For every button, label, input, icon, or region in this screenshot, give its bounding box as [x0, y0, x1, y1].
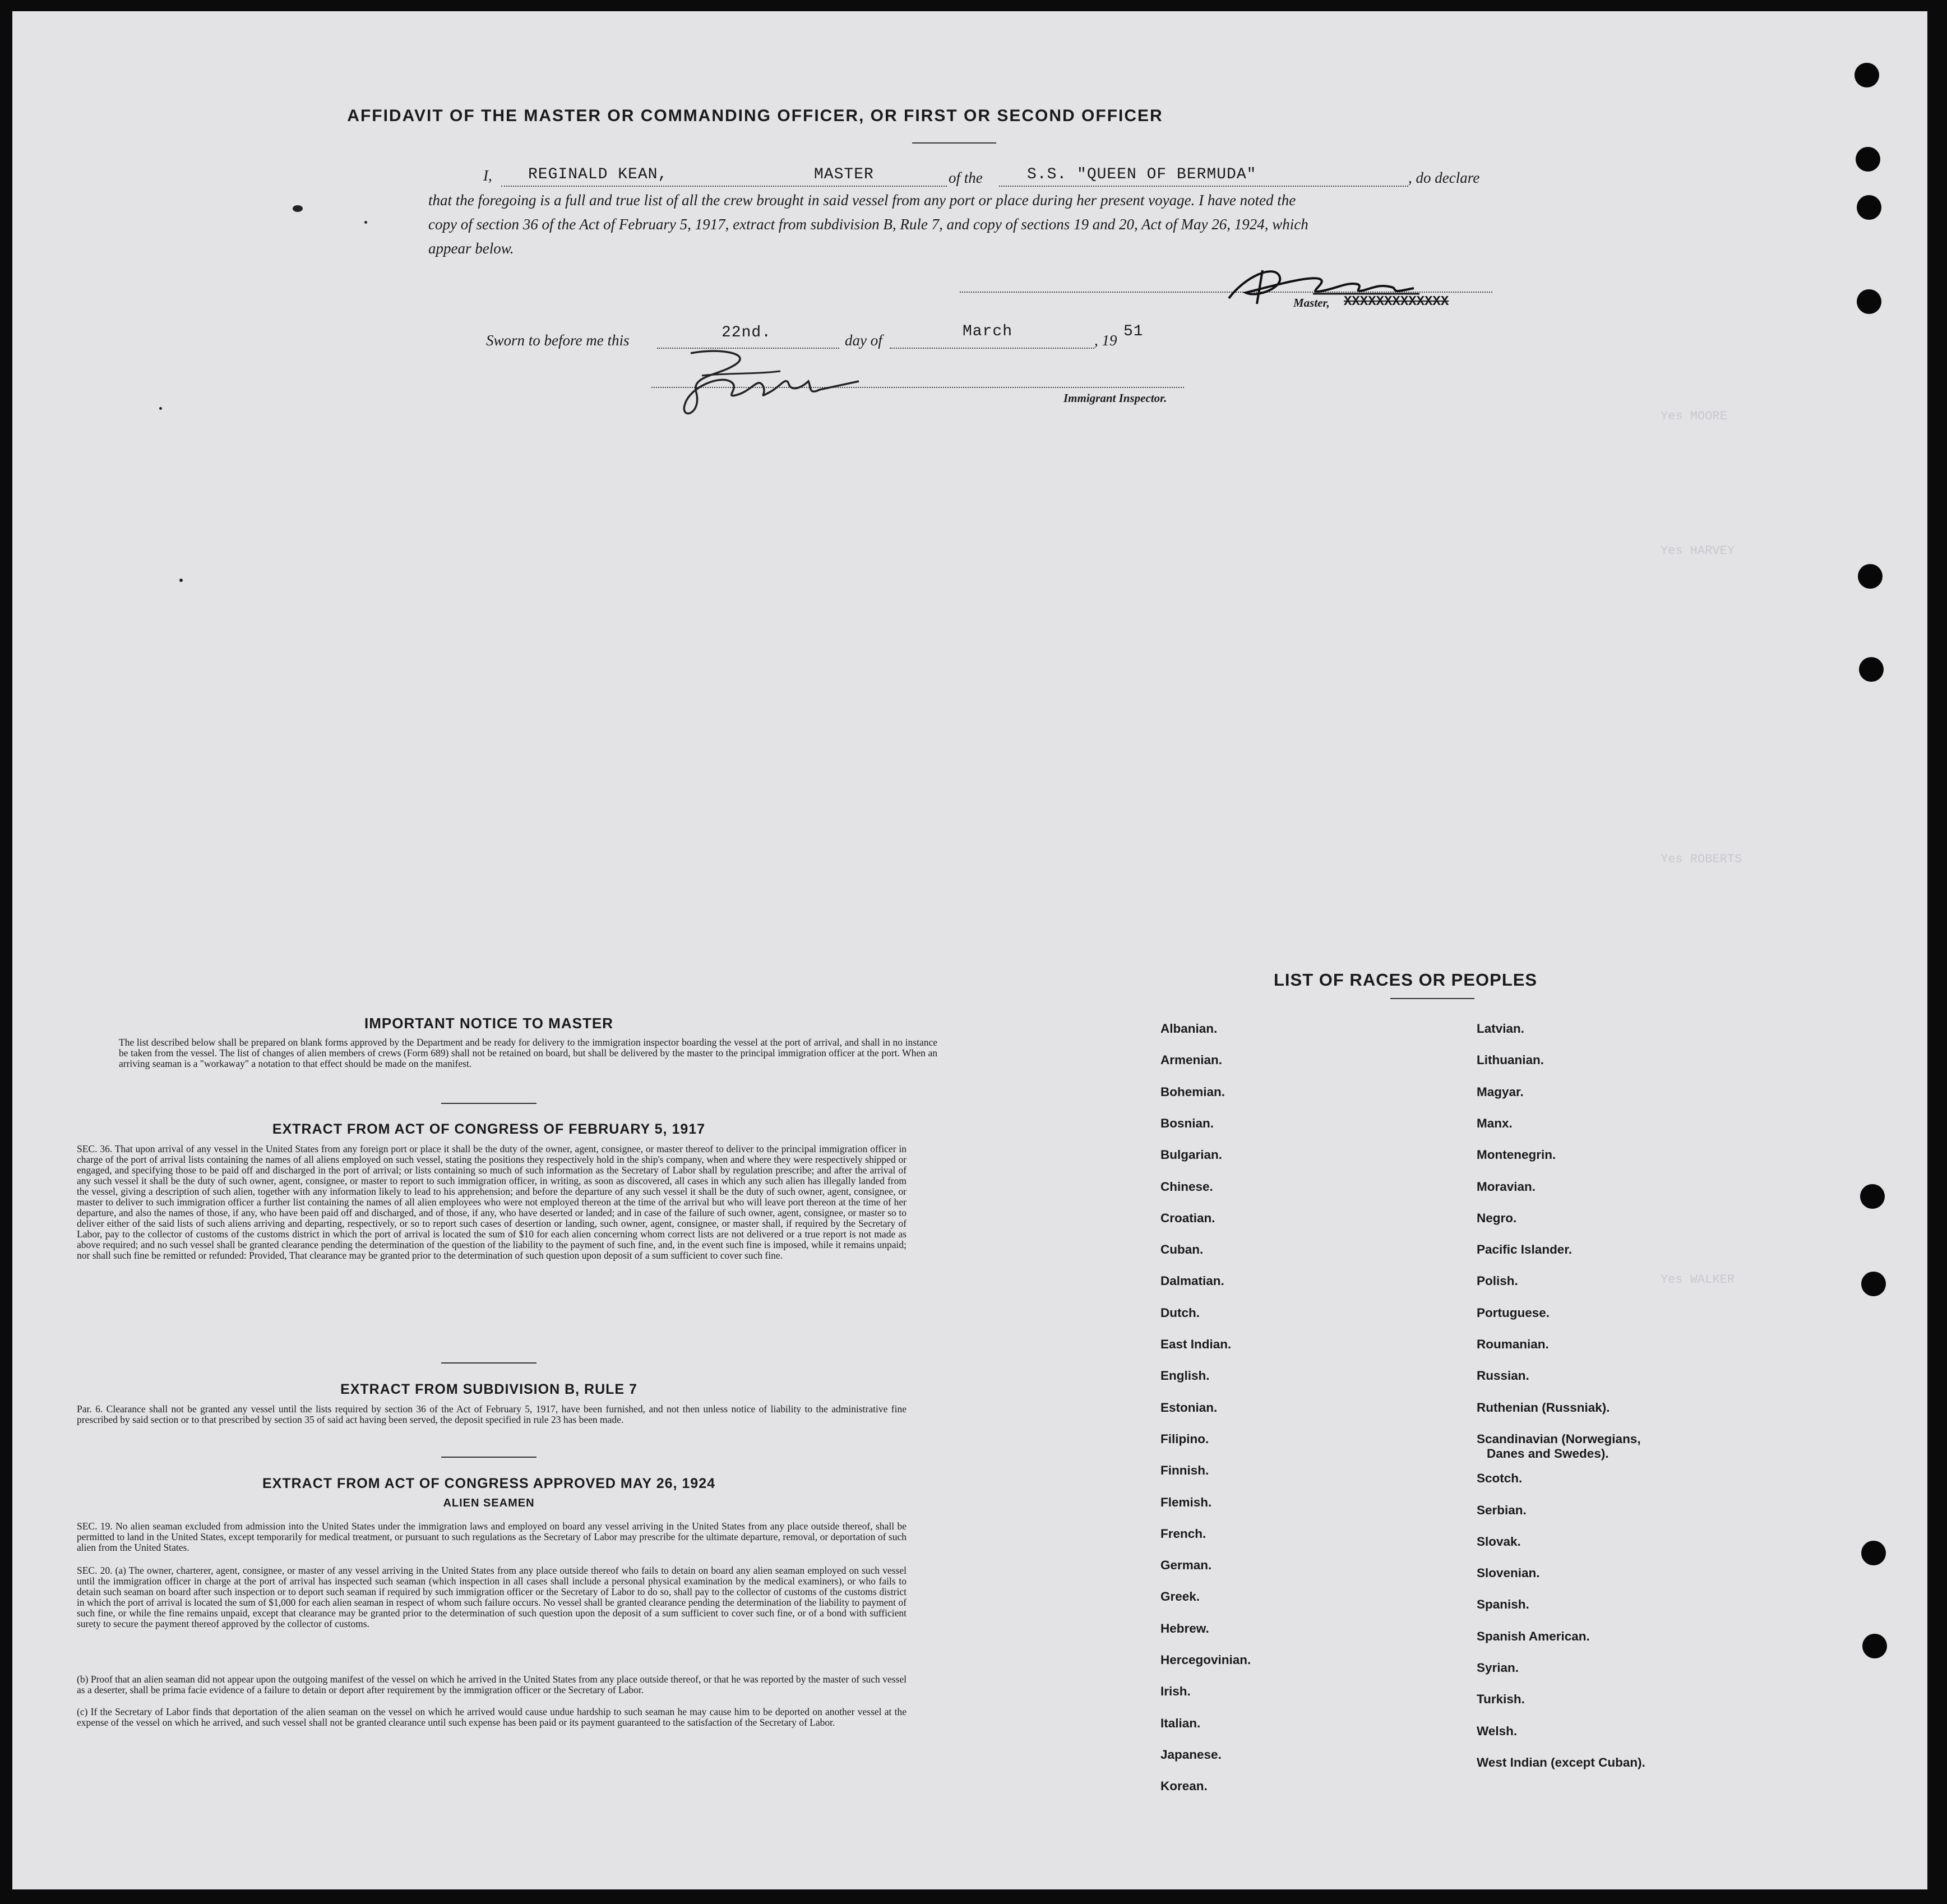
vessel-name: S.S. "QUEEN OF BERMUDA": [1027, 166, 1257, 183]
race-item: Russian.: [1477, 1369, 1529, 1383]
race-item: Dutch.: [1160, 1306, 1200, 1320]
sworn-month: March: [963, 323, 1013, 340]
race-item: Croatian.: [1160, 1211, 1215, 1225]
officer-rank: MASTER: [814, 166, 874, 183]
struck-title-text: XXXXXXXXXXXXX: [1344, 294, 1449, 309]
race-item: Chinese.: [1160, 1180, 1213, 1194]
notice-title: IMPORTANT NOTICE TO MASTER: [364, 1015, 613, 1032]
race-item: Roumanian.: [1477, 1337, 1549, 1351]
extract-1924-subtitle: ALIEN SEAMEN: [443, 1497, 535, 1509]
punch-hole: [1862, 1634, 1887, 1658]
punch-hole: [1857, 195, 1881, 220]
bleed-through-text: Yes HARVEY: [1661, 544, 1735, 558]
sworn-month-line: [890, 348, 1094, 349]
sworn-label: Sworn to before me this: [486, 332, 630, 349]
race-item: Pacific Islander.: [1477, 1242, 1573, 1256]
race-item: Ruthenian (Russniak).: [1477, 1401, 1610, 1415]
day-of-label: day of: [845, 332, 882, 349]
punch-hole: [1854, 63, 1879, 87]
race-item: German.: [1160, 1558, 1212, 1572]
race-item: Magyar.: [1477, 1085, 1524, 1099]
race-item: English.: [1160, 1369, 1210, 1383]
ink-speck: [179, 579, 183, 582]
extract-1924-title: EXTRACT FROM ACT OF CONGRESS APPROVED MAY 26, 1924: [262, 1476, 716, 1491]
year-prefix: , 19: [1094, 332, 1117, 349]
race-item: Slovenian.: [1477, 1566, 1540, 1580]
race-item: Turkish.: [1477, 1692, 1525, 1706]
section-separator: [441, 1457, 537, 1458]
extract-1924-sec19: SEC. 19. No alien seaman excluded from admission into the United States under the immigration laws and employed on board any vessel arriving in the United States from any place outside thereof, shall be permitted to land in the United States, except temporarily for medical treatment, or pursuant to such regulations as the Secretary of Labor may prescribe for the ultimate departure, removal, or deportation of such alien from the United States.: [77, 1521, 907, 1553]
race-item-continuation: Danes and Swedes).: [1487, 1447, 1609, 1461]
race-item: Scandinavian (Norwegians,: [1477, 1432, 1641, 1446]
race-item: Estonian.: [1160, 1401, 1218, 1415]
race-item: Dalmatian.: [1160, 1274, 1224, 1288]
race-item: Negro.: [1477, 1211, 1517, 1225]
bleed-through-text: Yes WALKER: [1661, 1273, 1735, 1287]
race-item: Finnish.: [1160, 1463, 1209, 1477]
race-item: Greek.: [1160, 1589, 1200, 1603]
race-item: Italian.: [1160, 1716, 1201, 1730]
punch-hole: [1861, 1272, 1886, 1296]
race-item: Latvian.: [1477, 1022, 1525, 1036]
race-item: West Indian (except Cuban).: [1477, 1755, 1645, 1769]
race-item: Syrian.: [1477, 1661, 1519, 1675]
notice-text: The list described below shall be prepared on blank forms approved by the Department and be ready for delivery to the immigration inspector boarding the vessel at the port of arrival, and shall in no instance be taken from the vessel. The list of changes of alien members of crews (Form 689) shall not be retained on board, but shall be delivered by the master to the principal immigration officer at the port. When an arriving seaman is a "workaway" a notation to that effect should be made on the manifest.: [119, 1037, 937, 1069]
race-item: Bulgarian.: [1160, 1148, 1223, 1162]
race-item: French.: [1160, 1527, 1206, 1541]
year-suffix: 51: [1123, 323, 1144, 340]
punch-hole: [1858, 564, 1883, 589]
punch-hole: [1857, 289, 1881, 314]
races-title-rule: [1390, 998, 1474, 999]
race-item: Moravian.: [1477, 1180, 1536, 1194]
section-separator: [441, 1103, 537, 1104]
race-item: Albanian.: [1160, 1022, 1218, 1036]
race-item: Polish.: [1477, 1274, 1518, 1288]
extract-1917-title: EXTRACT FROM ACT OF CONGRESS OF FEBRUARY 5, 1917: [272, 1121, 706, 1137]
race-item: Flemish.: [1160, 1495, 1212, 1509]
sworn-day: 22nd.: [722, 324, 772, 341]
extract-1917-text: SEC. 36. That upon arrival of any vessel in the United States from any foreign port or place it shall be the duty of the owner, agent, consignee, or master thereof to deliver to the principal immigration officer in charge of the port of arrival lists containing the names of all aliens employed on such vessel, stating the positions they respectively hold in the ship's company, when and where they were respectively shipped or engaged, and specifying those to be paid off and discharged in the port of arrival; or lists containing so much of such information as the Secretary of Labor shall by regulation prescribe; and after the arrival of any such vessel it shall be the duty of such owner, agent, consignee, or master to report to such immigration officer, in writing, as soon as discovered, all cases in which any such alien has illegally landed from the vessel, giving a description of such alien, together with any information likely to lead to his apprehension; and before the departure of any such vessel it shall be the duty of such owner, agent, consignee, or master to deliver to such immigration officer a further list containing the names of all alien employees who were not employed thereon at the time of the arrival but who will leave port thereon at the time of her departure, and also the names of those, if any, who have been paid off and discharged, and of those, if any, who have deserted or landed; and in case of the failure of such owner, agent, consignee, or master so to deliver either of the said lists of such aliens arriving and departing, respectively, or so to report such cases of desertion or landing, such owner, agent, consignee, or master shall, if required by the Secretary of Labor, pay to the collector of customs of the customs district in which the port of arrival is located the sum of $10 for each alien concerning whom correct lists are not delivered or a true report is not made as above required; and no such vessel shall be granted clearance pending the determination of the question of the liability to the payment of such fine, and, in the event such fine is imposed, while it remains unpaid; nor shall such fine be remitted or refunded: Provided, That clearance may be granted prior to the determination of such question upon deposit of a sum sufficient to cover such fine.: [77, 1143, 907, 1261]
race-item: Armenian.: [1160, 1053, 1223, 1067]
officer-name: REGINALD KEAN,: [528, 166, 668, 183]
race-item: Portuguese.: [1477, 1306, 1550, 1320]
document-page: [12, 11, 1927, 1889]
race-item: Welsh.: [1477, 1724, 1518, 1738]
race-item: Serbian.: [1477, 1503, 1527, 1517]
race-item: Lithuanian.: [1477, 1053, 1544, 1067]
race-item: Spanish.: [1477, 1597, 1529, 1611]
master-label: Master,: [1293, 296, 1330, 309]
race-item: Bohemian.: [1160, 1085, 1225, 1099]
race-item: Hercegovinian.: [1160, 1653, 1251, 1667]
race-item: Hebrew.: [1160, 1621, 1209, 1635]
extract-1924-sec20b: (b) Proof that an alien seaman did not appear upon the outgoing manifest of the vessel on which he arrived in the United States from any place outside thereof, or that he was reported by the master of such vessel as a deserter, shall be prima facie evidence of a failure to detain or deport after requirement by the immigration officer or the Secretary of Labor.: [77, 1674, 907, 1695]
bleed-through-text: Yes ROBERTS: [1661, 852, 1742, 866]
race-item: Korean.: [1160, 1779, 1208, 1793]
declaration-line-4: appear below.: [428, 240, 514, 257]
race-item: Scotch.: [1477, 1471, 1523, 1485]
vessel-line: [999, 186, 1408, 187]
name-line: [501, 186, 947, 187]
punch-hole: [1859, 657, 1884, 682]
declaration-line-2: that the foregoing is a full and true list of all the crew brought in said vessel from any port or place during her present voyage. I have noted the: [428, 192, 1296, 209]
punch-hole: [1856, 147, 1880, 172]
section-separator: [441, 1362, 537, 1364]
punch-hole: [1861, 1541, 1886, 1565]
declaration-line-3: copy of section 36 of the Act of February 5, 1917, extract from subdivision B, Rule 7, and copy of sections 19 and 20, Act of May 26, 1924, which: [428, 216, 1308, 233]
ink-speck: [364, 221, 367, 224]
punch-hole: [1860, 1184, 1885, 1209]
ink-speck: [159, 407, 162, 410]
race-item: Spanish American.: [1477, 1629, 1590, 1643]
bleed-through-text: Yes MOORE: [1661, 409, 1727, 423]
extract-1924-sec20a: SEC. 20. (a) The owner, charterer, agent, consignee, or master of any vessel arriving in the United States from any place outside thereof who fails to detain on board any alien seaman employed on such vessel until the immigration officer in charge at the port of arrival has inspected such seaman (which inspection in all cases shall include a personal physical examination by the medical examiners), or who fails to detain such seaman on board after such inspection or to deport such seaman if required by such immigration officer or the Secretary of Labor to do so, shall pay to the collector of customs of the customs district in which the port of arrival is located the sum of $1,000 for each alien seaman in respect of whom such failure occurs. No vessel shall be granted clearance pending the determination of the liability to payment of such fine, or while the fine remains unpaid, except that clearance may be granted prior to the determination of such question upon the deposit of a sum sufficient to cover such fine, or of a bond with sufficient surety to secure the payment thereof approved by the collector of customs.: [77, 1565, 907, 1629]
race-item: Manx.: [1477, 1116, 1513, 1130]
race-item: Bosnian.: [1160, 1116, 1214, 1130]
race-item: Slovak.: [1477, 1535, 1521, 1549]
ink-speck: [293, 205, 303, 212]
races-title: LIST OF RACES OR PEOPLES: [1274, 970, 1538, 990]
race-item: East Indian.: [1160, 1337, 1232, 1351]
race-item: Filipino.: [1160, 1432, 1209, 1446]
race-item: Japanese.: [1160, 1748, 1222, 1762]
extract-rule7-title: EXTRACT FROM SUBDIVISION B, RULE 7: [340, 1381, 637, 1397]
race-item: Cuban.: [1160, 1242, 1204, 1256]
extract-1924-sec20c: (c) If the Secretary of Labor finds that deportation of the alien seaman on the vessel on which he arrived would cause undue hardship to such seaman he may cause him to be deported on another vessel at the expense of the vessel on which he arrived, and such vessel shall not be granted clearance until such expense has been paid or its payment guaranteed to the satisfaction of the Secretary of Labor.: [77, 1706, 907, 1728]
inspector-label: Immigrant Inspector.: [1063, 391, 1167, 405]
manifest-back-sheet: [12, 11, 1927, 1889]
title-rule: [912, 142, 996, 144]
i-label: I,: [483, 167, 492, 184]
affidavit-title: AFFIDAVIT OF THE MASTER OR COMMANDING OFFICER, OR FIRST OR SECOND OFFICER: [347, 107, 1163, 125]
do-declare-label: , do declare: [1408, 169, 1480, 186]
race-item: Montenegrin.: [1477, 1148, 1556, 1162]
of-the-label: of the: [949, 169, 983, 186]
inspector-signature: [668, 342, 881, 426]
extract-rule7-text: Par. 6. Clearance shall not be granted any vessel until the lists required by section 36 of the Act of February 5, 1917, have been furnished, and not then unless notice of liability to the administrative fine prescribed by said section or to that prescribed by section 35 of said act having been served, the deposit specified in rule 23 has been made.: [77, 1403, 907, 1425]
race-item: Irish.: [1160, 1684, 1191, 1698]
